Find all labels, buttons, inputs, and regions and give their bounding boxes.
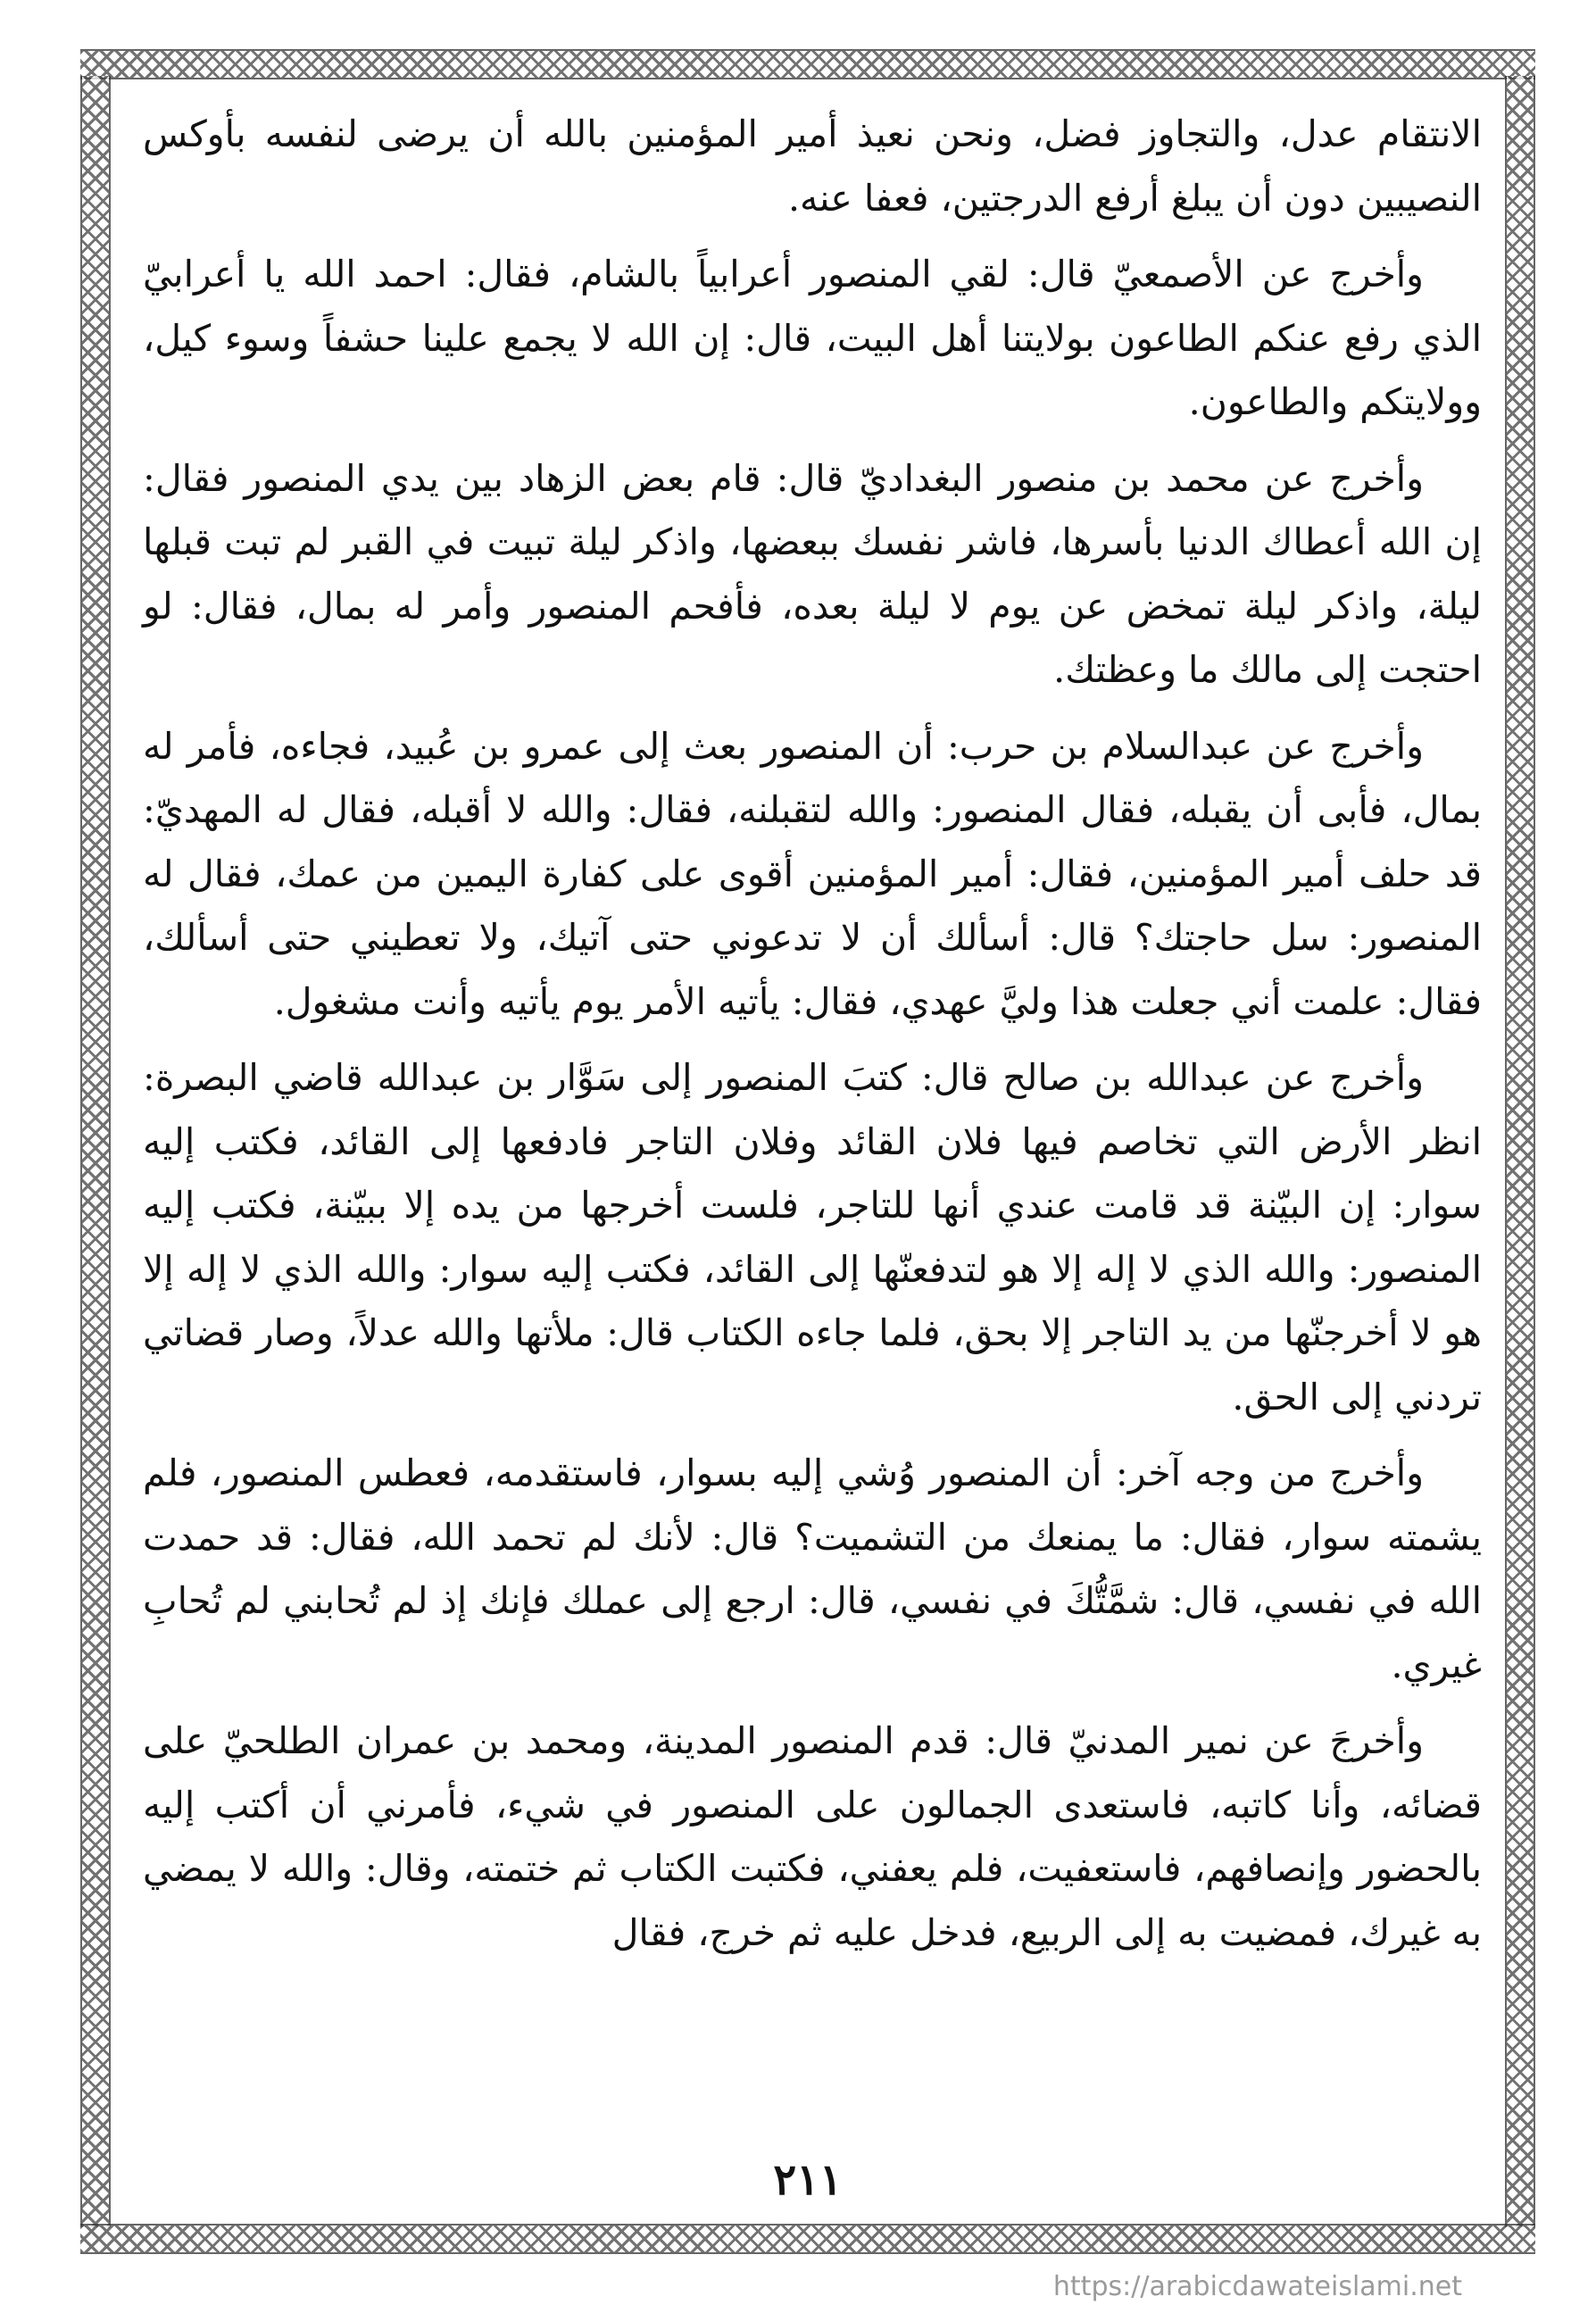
- ornamental-border-bottom: [80, 2224, 1535, 2254]
- watermark-url: https://arabicdawateislami.net: [1052, 2271, 1462, 2302]
- page-number: ٢١١: [773, 2155, 843, 2205]
- paragraph-1: الانتقام عدل، والتجاوز فضل، ونحن نعيذ أمير المؤمنين بالله أن يرضى لنفسه بأوكس النصيبين دون أن يبلغ أرفع الدرجتين، فعفا عنه.: [143, 112, 1482, 220]
- paragraph-4: وأخرج عن عبدالسلام بن حرب: أن المنصور بعث إلى عمرو بن عُبيد، فجاءه، فأمر له بمال، فأبى أن يقبله، فقال المنصور: والله لتقبلنه، فقال: والله لا أقبله، فقال له المهديّ: قد حلف أمير المؤمنين، فقال: أمير المؤمنين أقوى على كفارة اليمين من عمك، فقال له المنصور: سل حاجتك؟ قال: أسألك أن لا تدعوني حتى آتيك، ولا تعطيني حتى أسألك، فقال: علمت أني جعلت هذا وليَّ عهدي، فقال: يأتيه الأمر يوم يأتيه وأنت مشغول.: [143, 724, 1482, 1023]
- paragraph-7: وأخرجَ عن نمير المدنيّ قال: قدم المنصور المدينة، ومحمد بن عمران الطلحيّ على قضائه، وأنا كاتبه، فاستعدى الجمالون على المنصور في شيء، فأمرني أن أكتب إليه بالحضور وإنصافهم، فاستعفيت، فلم يعفني، فكتبت الكتاب ثم ختمته، وقال: والله لا يمضي به غيرك، فمضيت به إلى الربيع، فدخل عليه ثم خرج، فقال: [143, 1719, 1482, 1954]
- page-body-text: [143, 103, 1482, 2147]
- paragraph-3: وأخرج عن محمد بن منصور البغداديّ قال: قام بعض الزهاد بين يدي المنصور فقال: إن الله أعطاك الدنيا بأسرها، فاشر نفسك ببعضها، واذكر ليلة تبيت في القبر لم تبت قبلها ليلة، واذكر ليلة تمخض عن يوم لا ليلة بعده، فأفحم المنصور وأمر له بمال، فقال: لو احتجت إلى مالك ما وعظتك.: [143, 456, 1482, 691]
- ornamental-border-top: [80, 49, 1535, 79]
- paragraph-6: وأخرج من وجه آخر: أن المنصور وُشي إليه بسوار، فاستقدمه، فعطس المنصور، فلم يشمته سوار، فقال: ما يمنعك من التشميت؟ قال: لأنك لم تحمد الله، فقال: قد حمدت الله في نفسي، قال: شمَّتُّكَ في نفسي، قال: ارجع إلى عملك فإنك إذ لم تُحابني لم تُحابِ غيري.: [143, 1452, 1482, 1686]
- ornamental-border-right: [1505, 76, 1535, 2227]
- paragraph-5: وأخرج عن عبدالله بن صالح قال: كتبَ المنصور إلى سَوَّار بن عبدالله قاضي البصرة: انظر الأرض التي تخاصم فيها فلان القائد وفلان التاجر فادفعها إلى القائد، فكتب إليه سوار: إن البيّنة قد قامت عندي أنها للتاجر، فلست أخرجها من يده إلا ببيّنة، فكتب إليه المنصور: والله الذي لا إله إلا هو لتدفعنّها إلى القائد، فكتب إليه سوار: والله الذي لا إله إلا هو لا أخرجنّها من يد التاجر إلا بحق، فلما جاءه الكتاب قال: ملأتها والله عدلاً، وصار قضاتي تردني إلى الحق.: [143, 1056, 1482, 1419]
- paragraph-2: وأخرج عن الأصمعيّ قال: لقي المنصور أعرابياً بالشام، فقال: احمد الله يا أعرابيّ الذي رفع عنكم الطاعون بولايتنا أهل البيت، قال: إن الله لا يجمع علينا حشفاً وسوء كيل، وولايتكم والطاعون.: [143, 253, 1482, 423]
- page-frame: [80, 49, 1535, 2254]
- ornamental-border-left: [80, 76, 111, 2227]
